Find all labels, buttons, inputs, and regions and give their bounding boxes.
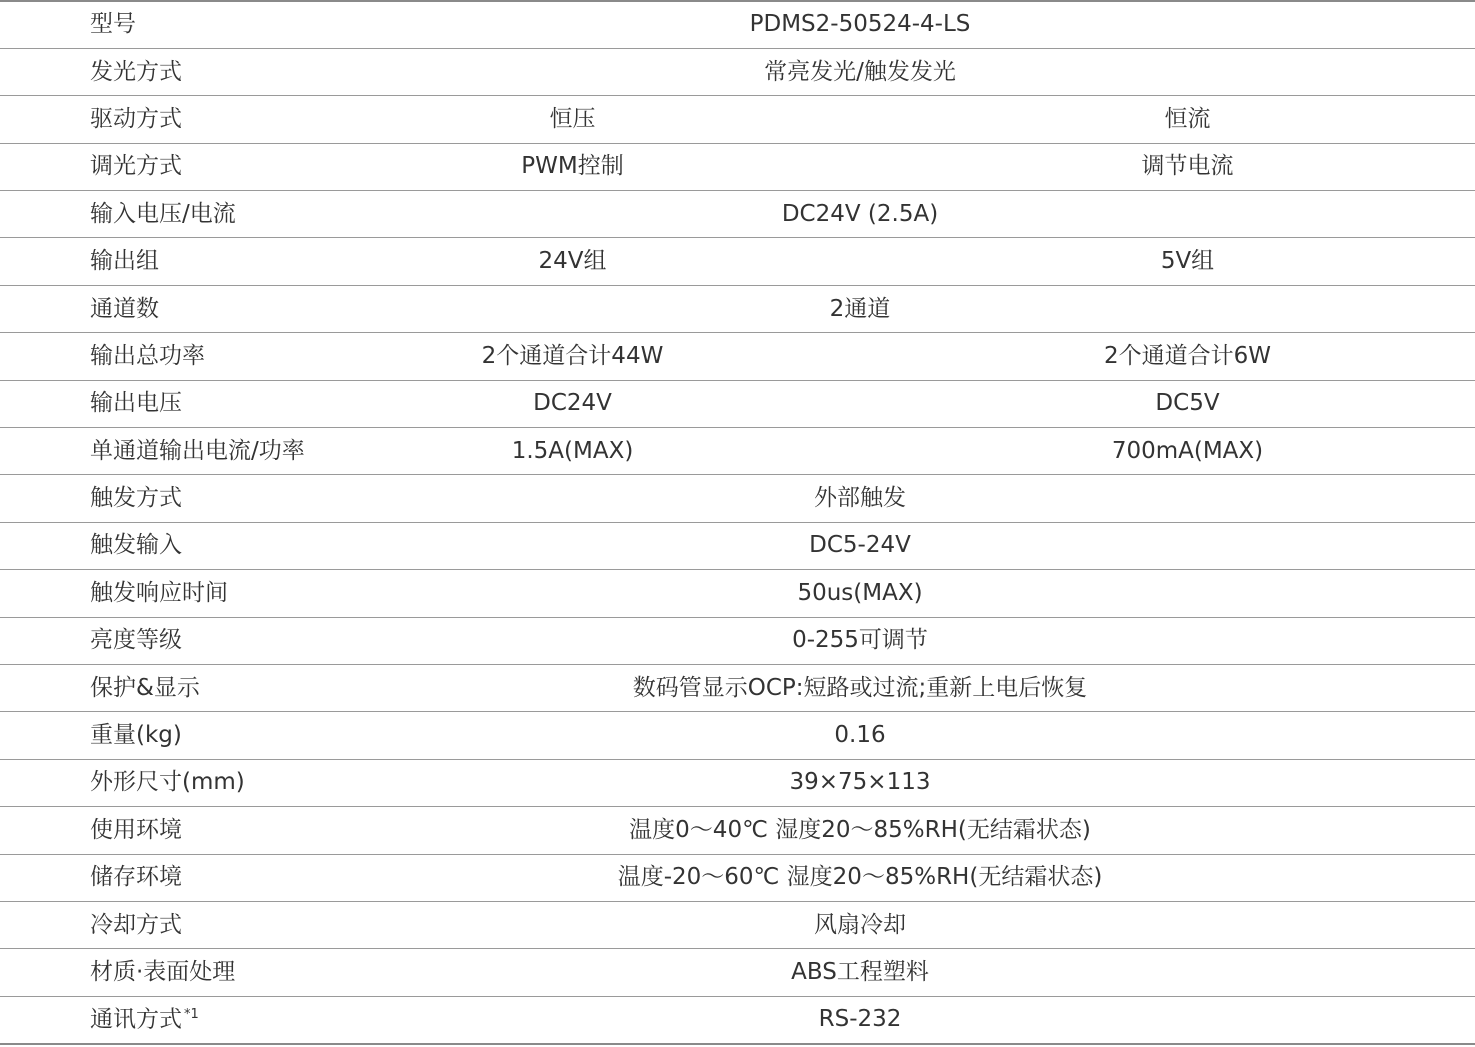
spec-label: 保护&显示 [0, 664, 245, 711]
spec-value: 风扇冷却 [245, 901, 1475, 948]
spec-label: 触发输入 [0, 522, 245, 569]
spec-label: 输出总功率 [0, 333, 245, 380]
spec-label: 冷却方式 [0, 901, 245, 948]
spec-label: 重量(kg) [0, 712, 245, 759]
spec-value-5v: 恒流 [900, 96, 1475, 143]
footnote-marker: *1 [184, 1006, 199, 1022]
spec-value-5v: DC5V [900, 380, 1475, 427]
spec-value: 0-255可调节 [245, 617, 1475, 664]
spec-label: 储存环境 [0, 854, 245, 901]
spec-value-5v: 调节电流 [900, 143, 1475, 190]
spec-row-channels [0, 285, 1475, 332]
spec-row-trigger-input [0, 522, 1475, 569]
spec-row-trigger-response [0, 570, 1475, 617]
spec-value-24v: 24V组 [245, 238, 900, 285]
spec-row-input [0, 191, 1475, 238]
spec-label: 材质·表面处理 [0, 949, 245, 996]
spec-row-total-power [0, 333, 1475, 380]
spec-label: 输出组 [0, 238, 245, 285]
spec-value-5v: 5V组 [900, 238, 1475, 285]
spec-row-weight [0, 712, 1475, 759]
spec-row-output-group [0, 238, 1475, 285]
spec-label: 驱动方式 [0, 96, 245, 143]
spec-row-dimensions [0, 759, 1475, 806]
spec-value: 温度-20～60℃ 湿度20～85%RH(无结霜状态) [245, 854, 1475, 901]
spec-row-trigger-mode [0, 475, 1475, 522]
spec-value: 2通道 [245, 285, 1475, 332]
spec-value-5v: 2个通道合计6W [900, 333, 1475, 380]
spec-value: 50us(MAX) [245, 570, 1475, 617]
spec-value: 39×75×113 [245, 759, 1475, 806]
spec-value: 外部触发 [245, 475, 1475, 522]
spec-label: 发光方式 [0, 48, 245, 95]
spec-label: 触发方式 [0, 475, 245, 522]
spec-label: 单通道输出电流/功率 [0, 428, 245, 475]
spec-row-drive-mode [0, 96, 1475, 143]
spec-value-5v: 700mA(MAX) [900, 428, 1475, 475]
spec-value: 0.16 [245, 712, 1475, 759]
spec-value: 数码管显示OCP:短路或过流;重新上电后恢复 [245, 664, 1475, 711]
spec-row-communication [0, 996, 1475, 1043]
spec-label: 亮度等级 [0, 617, 245, 664]
spec-label-cell [0, 996, 245, 1043]
spec-value-24v: 恒压 [245, 96, 900, 143]
spec-value-24v: 1.5A(MAX) [245, 428, 900, 475]
spec-value: 温度0～40℃ 湿度20～85%RH(无结霜状态) [245, 807, 1475, 854]
spec-row-channel-current [0, 428, 1475, 475]
spec-row-cooling [0, 901, 1475, 948]
spec-value: RS-232 [245, 996, 1475, 1043]
spec-label: 输入电压/电流 [0, 191, 245, 238]
spec-row-model [0, 1, 1475, 48]
spec-value-24v: DC24V [245, 380, 900, 427]
spec-label: 调光方式 [0, 143, 245, 190]
spec-label: 外形尺寸(mm) [0, 759, 245, 806]
spec-label: 通道数 [0, 285, 245, 332]
spec-label: 触发响应时间 [0, 570, 245, 617]
spec-row-material [0, 949, 1475, 996]
spec-row-storage-env [0, 854, 1475, 901]
spec-value: DC24V (2.5A) [245, 191, 1475, 238]
spec-value: 常亮发光/触发发光 [245, 48, 1475, 95]
spec-value: PDMS2-50524-4-LS [245, 1, 1475, 48]
spec-row-brightness [0, 617, 1475, 664]
spec-label: 输出电压 [0, 380, 245, 427]
spec-row-output-voltage [0, 380, 1475, 427]
spec-row-lighting-mode [0, 48, 1475, 95]
spec-row-protection [0, 664, 1475, 711]
spec-label: 通讯方式 [90, 1006, 182, 1033]
spec-label: 使用环境 [0, 807, 245, 854]
spec-value: DC5-24V [245, 522, 1475, 569]
spec-row-operating-env [0, 807, 1475, 854]
spec-value: ABS工程塑料 [245, 949, 1475, 996]
spec-label: 型号 [0, 1, 245, 48]
spec-value-24v: 2个通道合计44W [245, 333, 900, 380]
spec-row-dimming-mode [0, 143, 1475, 190]
spec-value-24v: PWM控制 [245, 143, 900, 190]
